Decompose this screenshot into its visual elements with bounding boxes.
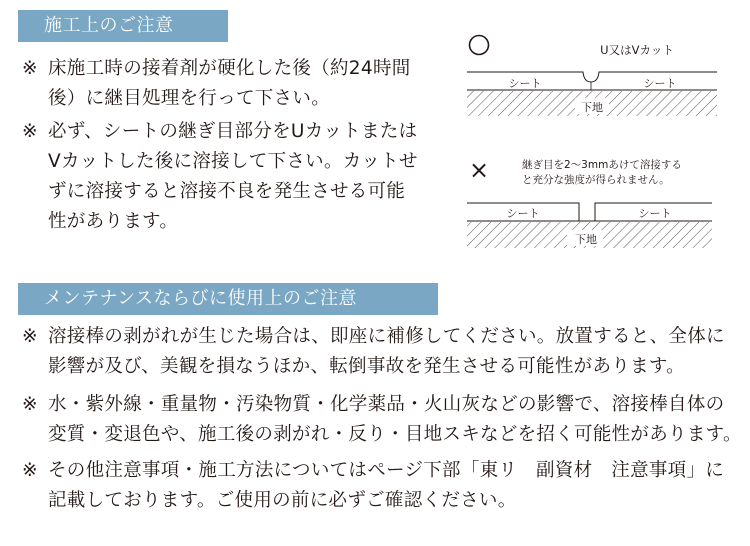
circle-ok-icon (470, 36, 489, 55)
note-text: 溶接棒の剥がれが生じた場合は、即座に補修してください。放置すると、全体に影響が及び、美観を損なうほか、転倒事故を発生させる可能性があります。 (48, 326, 725, 377)
sheet-left-label: シート (508, 77, 542, 90)
bad-caption-line2: と充分な強度が得られません。 (522, 174, 670, 186)
note-item (22, 390, 742, 450)
sheet-top-line (467, 72, 717, 82)
section-header-construction-notes: 施工上のご注意 (18, 10, 228, 42)
note-item (22, 456, 742, 516)
note-text: 水・紫外線・重量物・汚染物質・化学薬品・火山灰などの影響で、溶接棒自体の変質・変退色や、施工後の剥がれ・反り・目地スキなどを招く可能性があります。 (48, 394, 742, 445)
cross-ng-icon: × (468, 156, 490, 184)
note-text: 必ず、シートの継ぎ目部分をUカットまたはVカットした後に溶接して下さい。カットせずに溶接すると溶接不良を発生させる可能性があります。 (48, 121, 418, 232)
good-caption: U又はVカット (600, 43, 674, 57)
sheet-right-label: シート (643, 77, 677, 90)
section-header-maintenance-notes: メンテナンスならびに使用上のご注意 (18, 283, 438, 315)
base-label: 下地 (581, 101, 603, 114)
note-item (22, 322, 742, 382)
seam-cut-diagram (455, 30, 725, 270)
bad-example (467, 156, 712, 248)
note-mark: ※ (22, 121, 38, 142)
bad-caption-line1: 継ぎ目を2～3mmあけて溶接する (522, 159, 682, 171)
sheet-right-label: シート (638, 207, 672, 220)
note-text: 床施工時の接着剤が硬化した後（約24時間後）に継目処理を行って下さい。 (48, 58, 411, 109)
sheet-left-label: シート (506, 207, 540, 220)
note-mark: ※ (22, 326, 38, 347)
note-text: その他注意事項・施工方法についてはページ下部「東リ 副資材 注意事項」に記載しております。ご使用の前に必ずご確認ください。 (48, 460, 725, 511)
base-label: 下地 (575, 233, 597, 246)
note-mark: ※ (22, 460, 38, 481)
note-item (22, 117, 422, 237)
note-item (22, 54, 422, 114)
note-mark: ※ (22, 58, 38, 79)
good-example (467, 36, 717, 117)
note-mark: ※ (22, 394, 38, 415)
